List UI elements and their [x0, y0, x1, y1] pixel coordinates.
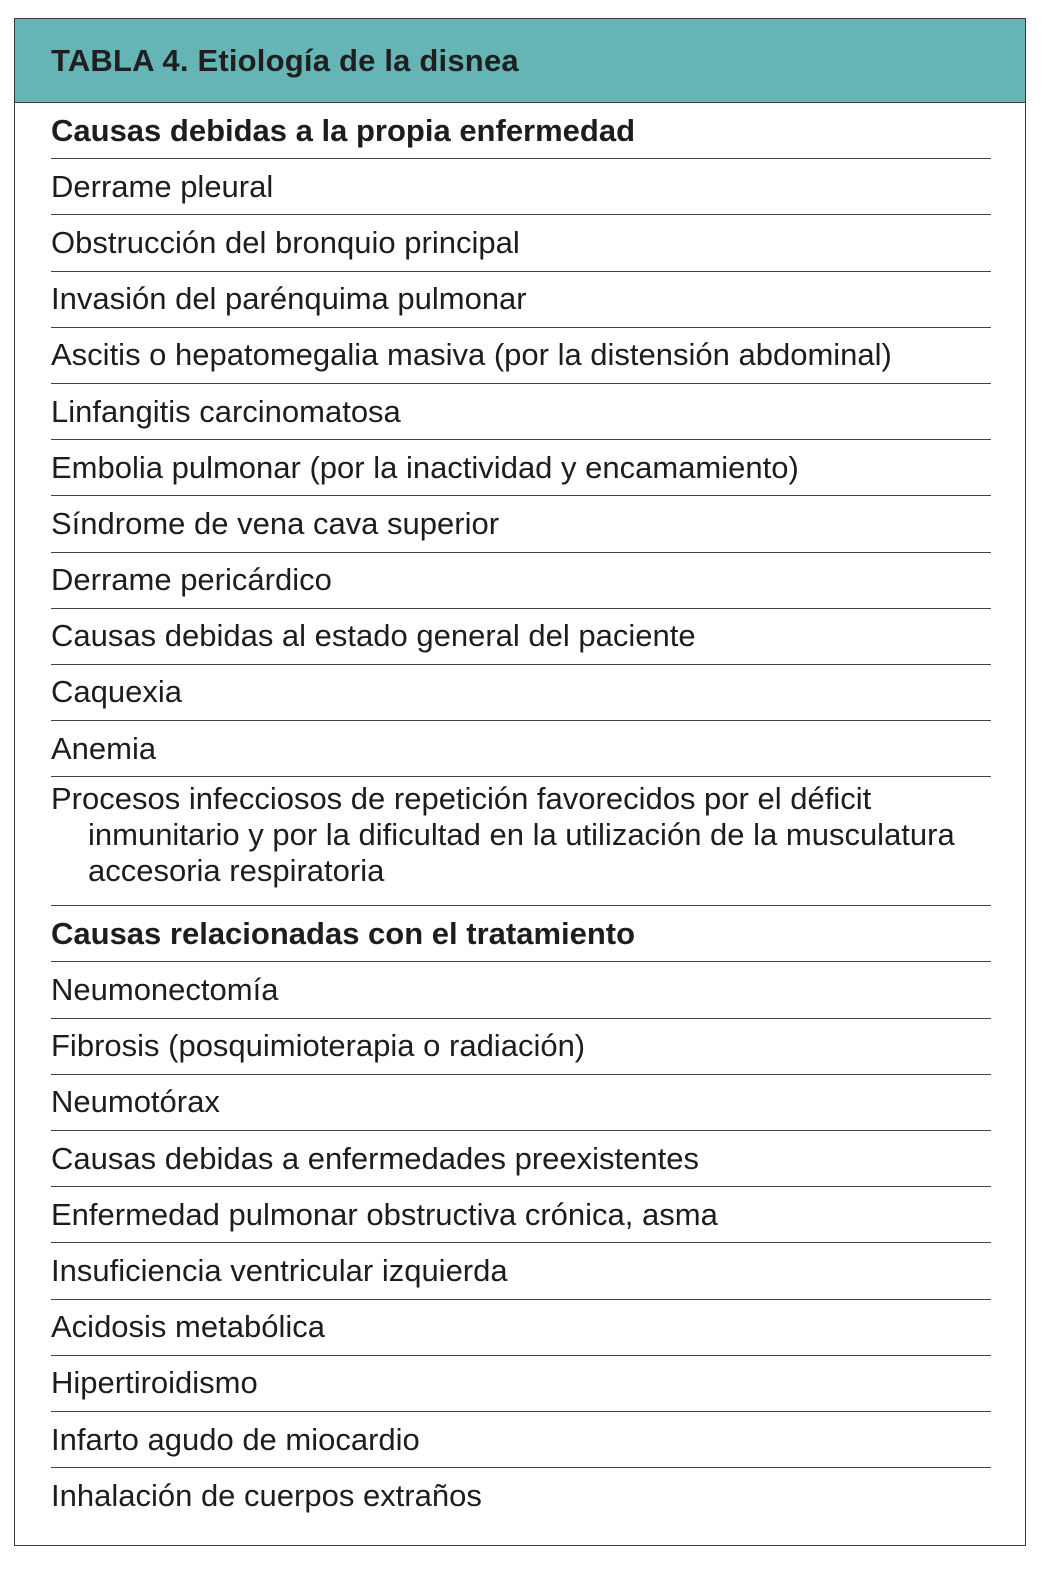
table-row: Enfermedad pulmonar obstructiva crónica, asma	[51, 1187, 991, 1243]
table-row: Insuficiencia ventricular izquierda	[51, 1243, 991, 1299]
table-row: Hipertiroidismo	[51, 1356, 991, 1412]
table-row: Linfangitis carcinomatosa	[51, 384, 991, 440]
table-header	[15, 19, 1025, 103]
section-heading-treatment: Causas relacionadas con el tratamiento	[51, 906, 991, 962]
table-row: Anemia	[51, 721, 991, 777]
table-body	[51, 103, 991, 1524]
table-row: Síndrome de vena cava superior	[51, 496, 991, 552]
table-row: Neumonectomía	[51, 962, 991, 1018]
table-row: Inhalación de cuerpos extraños	[51, 1478, 482, 1514]
table-row: Invasión del parénquima pulmonar	[51, 272, 991, 328]
etiology-table	[14, 18, 1026, 1546]
table-row-multiline: Procesos infecciosos de repetición favorecidos por el déficit inmunitario y por la dificultad en la utilización de la musculatura accesoria respiratoria	[51, 777, 991, 906]
table-row: Fibrosis (posquimioterapia o radiación)	[51, 1019, 991, 1075]
table-row: Obstrucción del bronquio principal	[51, 215, 991, 271]
table-row: Ascitis o hepatomegalia masiva (por la distensión abdominal)	[51, 328, 991, 384]
table-row: Embolia pulmonar (por la inactividad y encamamiento)	[51, 440, 991, 496]
table-row: Derrame pericárdico	[51, 553, 991, 609]
table-row: Neumotórax	[51, 1075, 991, 1131]
table-row: Caquexia	[51, 665, 991, 721]
table-row: Derrame pleural	[51, 159, 991, 215]
table-row: Causas debidas a enfermedades preexistentes	[51, 1131, 991, 1187]
table-row: Infarto agudo de miocardio	[51, 1412, 991, 1468]
table-title: TABLA 4. Etiología de la disnea	[51, 42, 519, 78]
table-row: Causas debidas al estado general del paciente	[51, 609, 991, 665]
table-row: Acidosis metabólica	[51, 1300, 991, 1356]
section-heading-disease: Causas debidas a la propia enfermedad	[51, 103, 991, 159]
